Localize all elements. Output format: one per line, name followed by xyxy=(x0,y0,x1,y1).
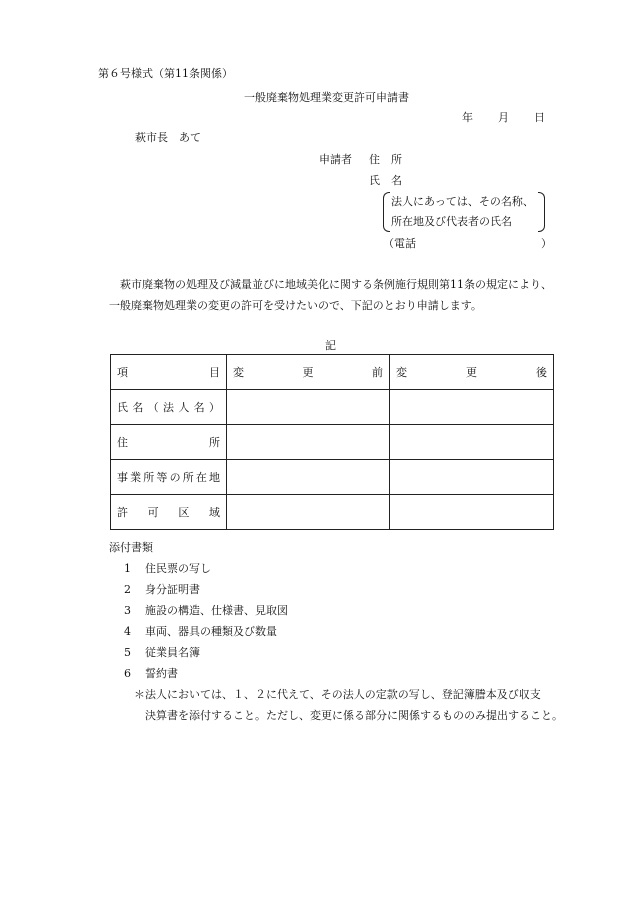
table-row xyxy=(111,460,554,495)
left-bracket xyxy=(383,192,390,232)
table-header-row xyxy=(111,355,554,390)
attachment-text: 施設の構造、仕様書、見取図 xyxy=(145,604,288,617)
footnote-line-2: 決算書を添付すること。ただし、変更に係る部分に関係するもののみ提出すること。 xyxy=(145,709,563,722)
attachment-num: 4 xyxy=(124,625,131,638)
body-line-1: 萩市廃棄物の処理及び減量並びに地域美化に関する条例施行規則第11条の規定により、 xyxy=(120,278,552,291)
date-day: 日 xyxy=(534,111,545,124)
ki-heading: 記 xyxy=(325,339,336,352)
row-label-office: 事 業 所 等 の 所 在 地 xyxy=(111,460,227,495)
attachment-num: 6 xyxy=(124,667,131,680)
table-row xyxy=(111,495,554,530)
table-row xyxy=(111,425,554,460)
attachment-text: 車両、器具の種類及び数量 xyxy=(145,625,277,638)
cell-before-name[interactable] xyxy=(227,390,390,425)
applicant-label: 申請者 xyxy=(319,153,352,166)
corporation-note-line1: 法人にあっては、その名称、 xyxy=(391,195,534,208)
attachment-num: 3 xyxy=(124,604,131,617)
attachment-text: 住民票の写し xyxy=(145,562,211,575)
header-item: 項 目 xyxy=(111,355,227,390)
footnote-line-1: ＊法人においては、１、２に代えて、その法人の定款の写し、登記簿謄本及び収支 xyxy=(134,688,541,701)
corporation-note-line2: 所在地及び代表者の氏名 xyxy=(391,215,512,228)
phone-open: （電話 xyxy=(383,237,416,250)
header-after: 変 更 後 xyxy=(390,355,554,390)
address-label: 住 所 xyxy=(369,153,402,166)
cell-before-address[interactable] xyxy=(227,425,390,460)
cell-after-office[interactable] xyxy=(390,460,554,495)
cell-after-name[interactable] xyxy=(390,390,554,425)
attachment-text: 従業員名簿 xyxy=(145,646,200,659)
right-bracket xyxy=(538,192,545,232)
phone-close: ） xyxy=(541,237,552,250)
addressee: 萩市長 あて xyxy=(135,131,201,144)
cell-after-area[interactable] xyxy=(390,495,554,530)
row-label-address: 住 所 xyxy=(111,425,227,460)
body-line-2: 一般廃棄物処理業の変更の許可を受けたいので、下記のとおり申請します。 xyxy=(109,299,482,312)
attachments-title: 添付書類 xyxy=(109,541,153,554)
cell-after-address[interactable] xyxy=(390,425,554,460)
form-number: 第６号様式（第11条関係） xyxy=(98,67,233,80)
attachment-text: 誓約書 xyxy=(145,667,178,680)
form-title: 一般廃棄物処理業変更許可申請書 xyxy=(244,91,409,104)
cell-before-area[interactable] xyxy=(227,495,390,530)
table-row xyxy=(111,390,554,425)
change-table xyxy=(110,354,554,530)
date-month: 月 xyxy=(498,111,509,124)
attachment-text: 身分証明書 xyxy=(145,583,200,596)
date-year: 年 xyxy=(462,111,473,124)
attachment-num: 1 xyxy=(124,562,131,575)
attachment-num: 2 xyxy=(124,583,131,596)
row-label-area: 許 可 区 域 xyxy=(111,495,227,530)
name-label: 氏 名 xyxy=(369,174,402,187)
attachment-num: 5 xyxy=(124,646,131,659)
row-label-name: 氏 名 （ 法 人 名 ） xyxy=(111,390,227,425)
cell-before-office[interactable] xyxy=(227,460,390,495)
header-before: 変 更 前 xyxy=(227,355,390,390)
